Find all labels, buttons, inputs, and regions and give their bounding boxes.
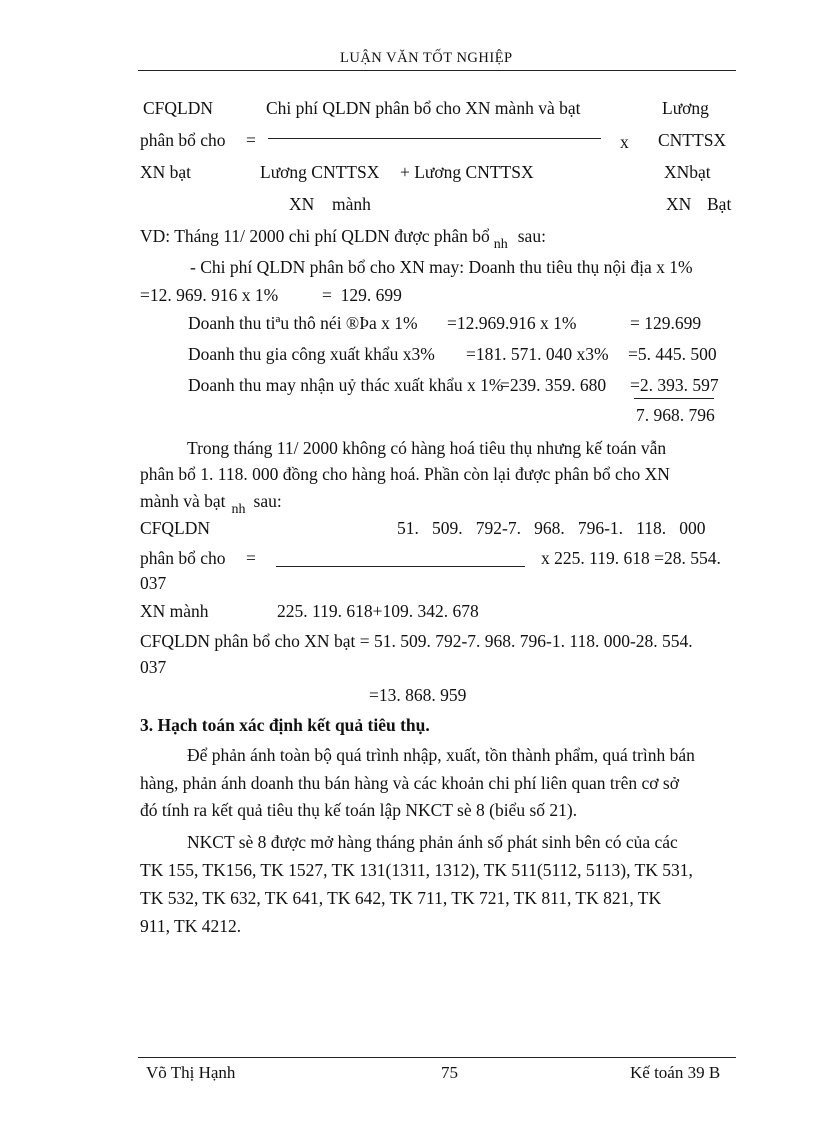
calc-sum-rule bbox=[634, 398, 714, 399]
formula1-equals: = bbox=[246, 130, 256, 150]
para1-line3-text: mành và bạt bbox=[140, 491, 226, 511]
calc-row3-value: =2. 393. 597 bbox=[630, 375, 719, 395]
formula1-rhs-2: CNTTSX bbox=[658, 130, 727, 150]
para1-line3-sub: nh bbox=[231, 502, 246, 517]
formula1-rhs-3: XNbạt bbox=[664, 162, 711, 182]
section-heading: 3. Hạch toán xác định kết quả tiêu thụ. bbox=[140, 715, 430, 735]
calc-row2-label: Doanh thu gia công xuất khẩu x3% bbox=[188, 344, 435, 364]
calc-row1-calc: =12.969.916 x 1% bbox=[447, 313, 577, 333]
formula3-line1: CFQLDN phân bổ cho XN bạt = 51. 509. 792-7. 968. 796-1. 118. 000-28. 554. bbox=[140, 631, 693, 651]
formula2-lhs-3: XN mành bbox=[140, 601, 209, 621]
formula2-equals: = bbox=[246, 548, 256, 568]
calc-row2-calc: =181. 571. 040 x3% bbox=[466, 344, 609, 364]
vd-sub: nh bbox=[493, 237, 508, 252]
formula1-numerator: Chi phí QLDN phân bổ cho XN mành và bạt bbox=[266, 98, 581, 118]
formula1-denominator-b: + Lương CNTTSX bbox=[400, 162, 534, 182]
formula2-result: x 225. 119. 618 =28. 554. bbox=[541, 548, 721, 568]
vd-line bbox=[140, 226, 546, 252]
formula2-continuation: 037 bbox=[140, 573, 167, 593]
formula1-lhs-1: CFQLDN bbox=[143, 98, 214, 118]
footer-rule bbox=[138, 1057, 736, 1058]
para1-line1: Trong tháng 11/ 2000 không có hàng hoá tiêu thụ nhưng kế toán vẫn bbox=[187, 438, 667, 458]
para2-line3: đó tính ra kết quả tiêu thụ kế toán lập NKCT sè 8 (biểu số 21). bbox=[140, 800, 578, 820]
formula3-line2: 037 bbox=[140, 657, 167, 677]
calc-total: 7. 968. 796 bbox=[636, 405, 715, 425]
formula1-denominator-c: XN bbox=[289, 194, 315, 214]
footer-author: Võ Thị Hạnh bbox=[146, 1063, 236, 1082]
formula2-lhs-1: CFQLDN bbox=[140, 518, 211, 538]
vd-text: VD: Tháng 11/ 2000 chi phí QLDN được phân bổ bbox=[140, 226, 490, 246]
para1-line3-tail: sau: bbox=[253, 491, 282, 511]
formula1-rhs-5: Bạt bbox=[707, 194, 732, 214]
formula1-times: x bbox=[620, 132, 629, 152]
para3-line4: 911, TK 4212. bbox=[140, 916, 242, 936]
formula2-fraction-bar bbox=[276, 566, 525, 567]
vd-tail: sau: bbox=[517, 226, 546, 246]
para3-line3: TK 532, TK 632, TK 641, TK 642, TK 711, TK 721, TK 811, TK 821, TK bbox=[140, 888, 662, 908]
formula1-fraction-bar bbox=[268, 138, 601, 139]
formula3-line3: =13. 868. 959 bbox=[369, 685, 467, 705]
para3-line1: NKCT sè 8 được mở hàng tháng phản ánh số phát sinh bên có của các bbox=[187, 832, 678, 852]
formula1-lhs-3: XN bạt bbox=[140, 162, 192, 182]
calc-row2-value: =5. 445. 500 bbox=[628, 344, 717, 364]
footer-page-number: 75 bbox=[441, 1063, 458, 1082]
calc-row1-label: Doanh thu tiªu thô néi ®Þa x 1% bbox=[188, 313, 418, 333]
para3-line2: TK 155, TK156, TK 1527, TK 131(1311, 1312), TK 511(5112, 5113), TK 531, bbox=[140, 860, 693, 880]
calc-row3-calc: =239. 359. 680 bbox=[500, 375, 607, 395]
formula1-lhs-2: phân bổ cho bbox=[140, 130, 226, 150]
calc-row1-value: = 129.699 bbox=[630, 313, 702, 333]
calc-line2: =12. 969. 916 x 1% = 129. 699 bbox=[140, 285, 402, 305]
formula1-denominator-a: Lương CNTTSX bbox=[260, 162, 380, 182]
formula1-rhs-4: XN bbox=[666, 194, 692, 214]
footer-class: Kế toán 39 B bbox=[630, 1063, 721, 1082]
calc-line1: - Chi phí QLDN phân bổ cho XN may: Doanh thu tiêu thụ nội địa x 1% bbox=[190, 257, 693, 277]
para1-line3 bbox=[140, 491, 282, 517]
para1-line2: phân bổ 1. 118. 000 đồng cho hàng hoá. Phần còn lại được phân bổ cho XN bbox=[140, 464, 670, 484]
formula1-rhs-1: Lương bbox=[662, 98, 709, 118]
calc-row3-label: Doanh thu may nhận uỷ thác xuất khẩu x 1% bbox=[188, 375, 504, 395]
para2-line1: Để phản ánh toàn bộ quá trình nhập, xuất, tồn thành phẩm, quá trình bán bbox=[187, 745, 695, 765]
page-header-title: LUẬN VĂN TỐT NGHIỆP bbox=[340, 50, 513, 66]
para2-line2: hàng, phản ánh doanh thu bán hàng và các khoản chi phí liên quan trên cơ sở bbox=[140, 773, 679, 793]
formula1-denominator-d: mành bbox=[332, 194, 371, 214]
formula2-numerator: 51. 509. 792-7. 968. 796-1. 118. 000 bbox=[397, 518, 706, 538]
formula2-denominator: 225. 119. 618+109. 342. 678 bbox=[277, 601, 479, 621]
header-rule bbox=[138, 70, 736, 71]
formula2-lhs-2: phân bổ cho bbox=[140, 548, 226, 568]
